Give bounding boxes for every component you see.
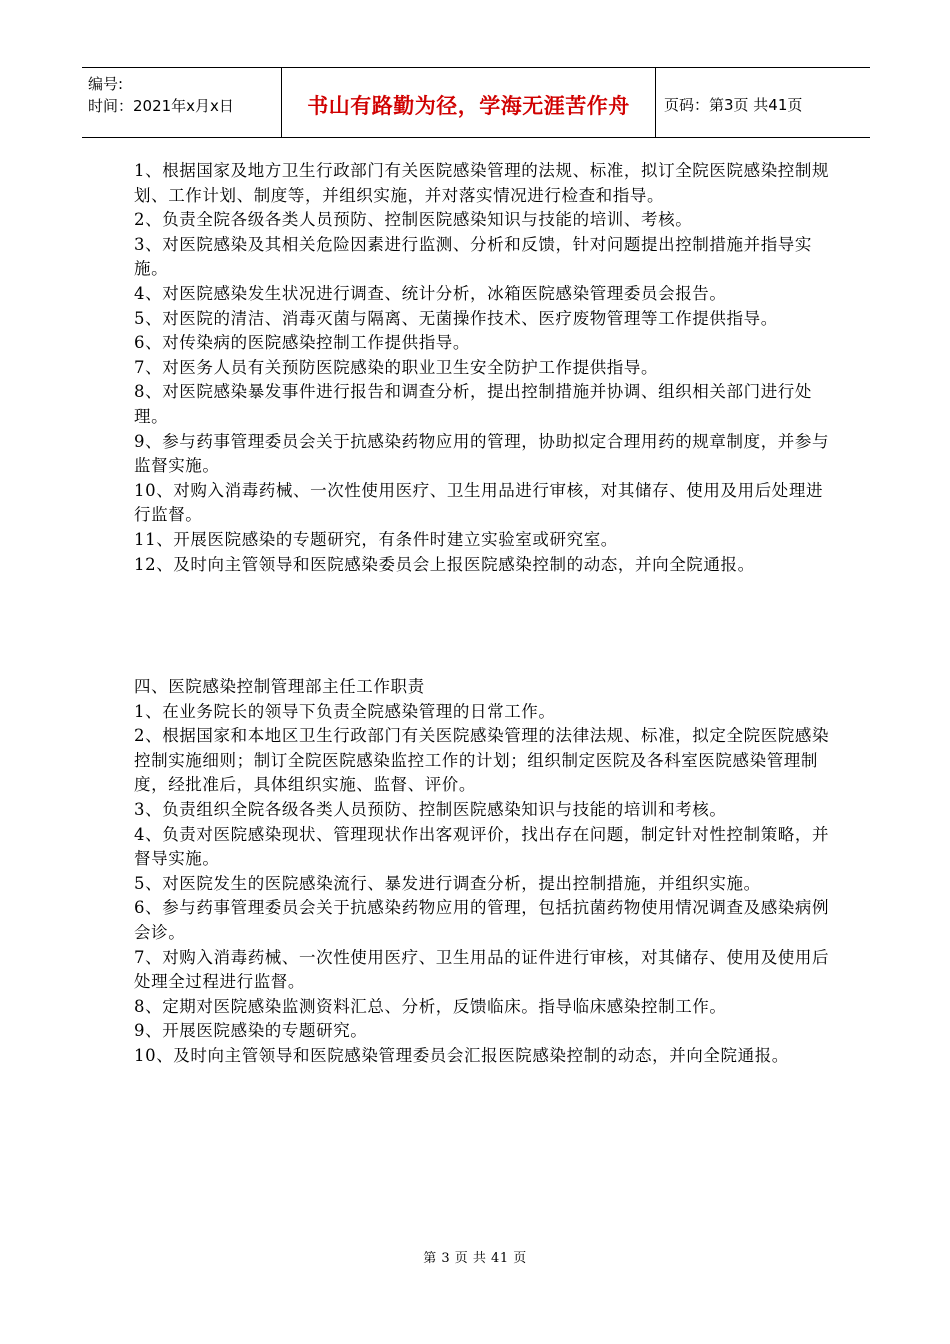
section-spacer [134, 577, 834, 675]
list-item: 5、对医院发生的医院感染流行、暴发进行调查分析，提出控制措施，并组织实施。 [134, 873, 761, 893]
list-item: 11、开展医院感染的专题研究，有条件时建立实验室或研究室。 [134, 529, 618, 549]
list-item: 1、根据国家及地方卫生行政部门有关医院感染管理的法规、标准，拟订全院医院感染控制规划、工作计划、制度等，并组织实施，并对落实情况进行检查和指导。 [134, 161, 830, 205]
list-item: 6、对传染病的医院感染控制工作提供指导。 [134, 333, 470, 353]
list-item: 7、对医务人员有关预防医院感染的职业卫生安全防护工作提供指导。 [134, 357, 659, 377]
list-item: 1、在业务院长的领导下负责全院感染管理的日常工作。 [134, 701, 556, 721]
list-item: 10、对购入消毒药械、一次性使用医疗、卫生用品进行审核，对其储存、使用及用后处理进行监督。 [134, 480, 824, 525]
list-item: 9、参与药事管理委员会关于抗感染药物应用的管理，协助拟定合理用药的规章制度，并参与监督实施。 [134, 431, 830, 476]
document-date: 时间：2021年x月x日 [88, 97, 234, 115]
section-responsibilities-list [134, 159, 834, 577]
section-title: 四、医院感染控制管理部主任工作职责 [134, 677, 425, 697]
list-item: 2、负责全院各级各类人员预防、控制医院感染知识与技能的培训、考核。 [134, 210, 693, 230]
list-item: 12、及时向主管领导和医院感染委员会上报医院感染控制的动态，并向全院通报。 [134, 554, 755, 574]
list-item: 10、及时向主管领导和医院感染管理委员会汇报医院感染控制的动态，并向全院通报。 [134, 1046, 789, 1065]
document-number-label: 编号: [88, 75, 124, 93]
list-item: 2、根据国家和本地区卫生行政部门有关医院感染管理的法律法规、标准，拟定全院医院感染控制实施细则；制订全院医院感染监控工作的计划；组织制定医院及各科室医院感染管理制度，经批准后，具体组织实施、监督、评价。 [134, 726, 830, 795]
list-item: 6、参与药事管理委员会关于抗感染药物应用的管理，包括抗菌药物使用情况调查及感染病例会诊。 [134, 898, 830, 943]
header-page-info: 页码：第3页 共41页 [664, 96, 803, 114]
document-body [134, 159, 834, 1069]
list-item: 3、负责组织全院各级各类人员预防、控制医院感染知识与技能的培训和考核。 [134, 800, 727, 820]
list-item: 4、对医院感染发生状况进行调查、统计分析，冰箱医院感染管理委员会报告。 [134, 283, 727, 303]
list-item: 8、对医院感染暴发事件进行报告和调查分析，提出控制措施并协调、组织相关部门进行处理。 [134, 382, 812, 426]
list-item: 4、负责对医院感染现状、管理现状作出客观评价，找出存在问题，制定针对性控制策略，并督导实施。 [134, 824, 830, 869]
page-header [82, 67, 870, 138]
list-item: 5、对医院的清洁、消毒灭菌与隔离、无菌操作技术、医疗废物管理等工作提供指导。 [134, 308, 778, 328]
section-director-duties [134, 675, 834, 1069]
page-footer: 第 3 页 共 41 页 [423, 1251, 527, 1266]
list-item: 7、对购入消毒药械、一次性使用医疗、卫生用品的证件进行审核，对其储存、使用及使用后处理全过程进行监督。 [134, 947, 830, 992]
list-item: 3、对医院感染及其相关危险因素进行监测、分析和反馈，针对问题提出控制措施并指导实施。 [134, 234, 812, 279]
header-meta [82, 68, 282, 137]
header-motto: 书山有路勤为径，学海无涯苦作舟 [282, 68, 656, 137]
list-item: 8、定期对医院感染监测资料汇总、分析，反馈临床。指导临床感染控制工作。 [134, 996, 727, 1016]
list-item: 9、开展医院感染的专题研究。 [134, 1021, 368, 1041]
